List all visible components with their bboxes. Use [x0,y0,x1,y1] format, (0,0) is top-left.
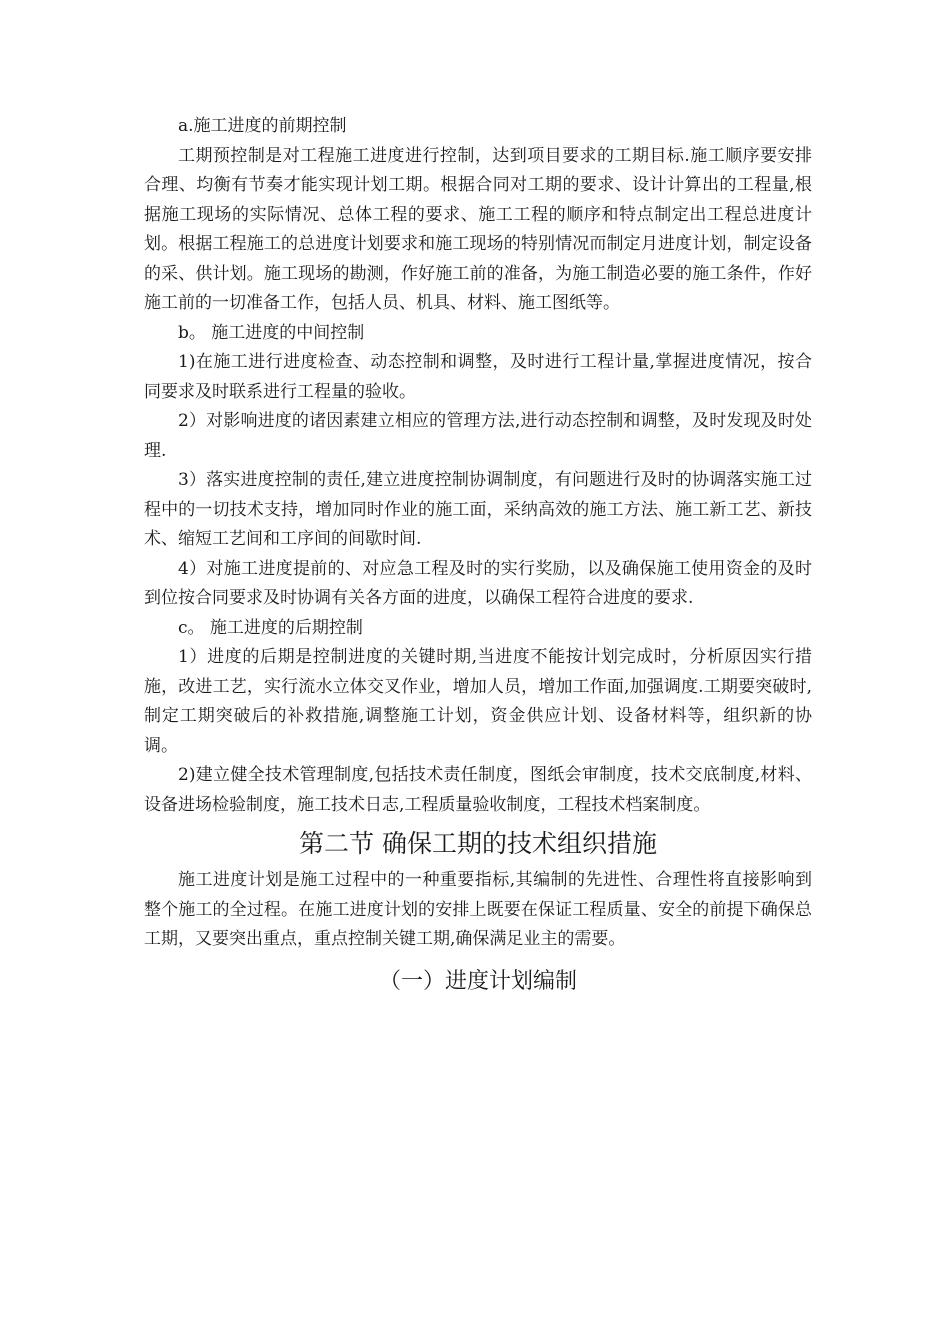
paragraph-middle-item-1: 1)在施工进行进度检查、动态控制和调整，及时进行工程计量,掌握进度情况，按合同要求及时联系进行工程量的验收。 [144,352,812,402]
paragraph-section-intro: 施工进度计划是施工过程中的一种重要指标,其编制的先进性、合理性将直接影响到整个施工的全过程。在施工进度计划的安排上既要在保证工程质量、安全的前提下确保总工期，又要突出重点，重点控制关键工期,确保满足业主的需要。 [144,870,812,949]
paragraph-middle-item-3: 3）落实进度控制的责任,建立进度控制协调制度，有问题进行及时的协调落实施工过程中的一切技术支持，增加同时作业的施工面，采纳高效的施工方法、施工新工艺、新技术、缩短工艺间和工序间的间歇时间. [144,470,812,549]
paragraph-middle-item-2: 2）对影响进度的诸因素建立相应的管理方法,进行动态控制和调整，及时发现及时处理. [144,411,812,461]
paragraph-late-item-2: 2)建立健全技术管理制度,包括技术责任制度，图纸会审制度，技术交底制度,材料、设备进场检验制度，施工技术日志,工程质量验收制度，工程技术档案制度。 [144,765,812,815]
paragraph-early-control-body: 工期预控制是对工程施工进度进行控制，达到项目要求的工期目标.施工顺序要安排合理、均衡有节奏才能实现计划工期。根据合同对工期的要求、设计计算出的工程量,根据施工现场的实际情况、总体工程的要求、施工工程的顺序和特点制定出工程总进度计划。根据工程施工的总进度计划要求和施工现场的特别情况而制定月进度计划，制定设备的采、供计划。施工现场的勘测，作好施工前的准备，为施工制造必要的施工条件，作好施工前的一切准备工作，包括人员、机具、材料、施工图纸等。 [144,145,812,313]
paragraph-middle-control-heading: b。 施工进度的中间控制 [178,322,365,343]
paragraph-late-item-1: 1）进度的后期是控制进度的关键时期,当进度不能按计划完成时，分析原因实行措施，改进工艺，实行流水立体交叉作业，增加人员，增加工作面,加强调度.工期要突破时,制定工期突破后的补救措施,调整施工计划，资金供应计划、设备材料等，组织新的协调。 [144,647,812,756]
paragraph-early-control-heading: a.施工进度的前期控制 [178,116,347,136]
document-body [144,112,812,999]
paragraph-late-control-heading: c。 施工进度的后期控制 [178,617,363,638]
paragraph-middle-item-4: 4）对施工进度提前的、对应急工程及时的实行奖励，以及确保施工使用资金的及时到位按合同要求及时协调有关各方面的进度，以确保工程符合进度的要求. [144,558,812,608]
subsection-heading: （一）进度计划编制 [378,968,577,994]
section-heading: 第二节 确保工期的技术组织措施 [299,829,657,858]
